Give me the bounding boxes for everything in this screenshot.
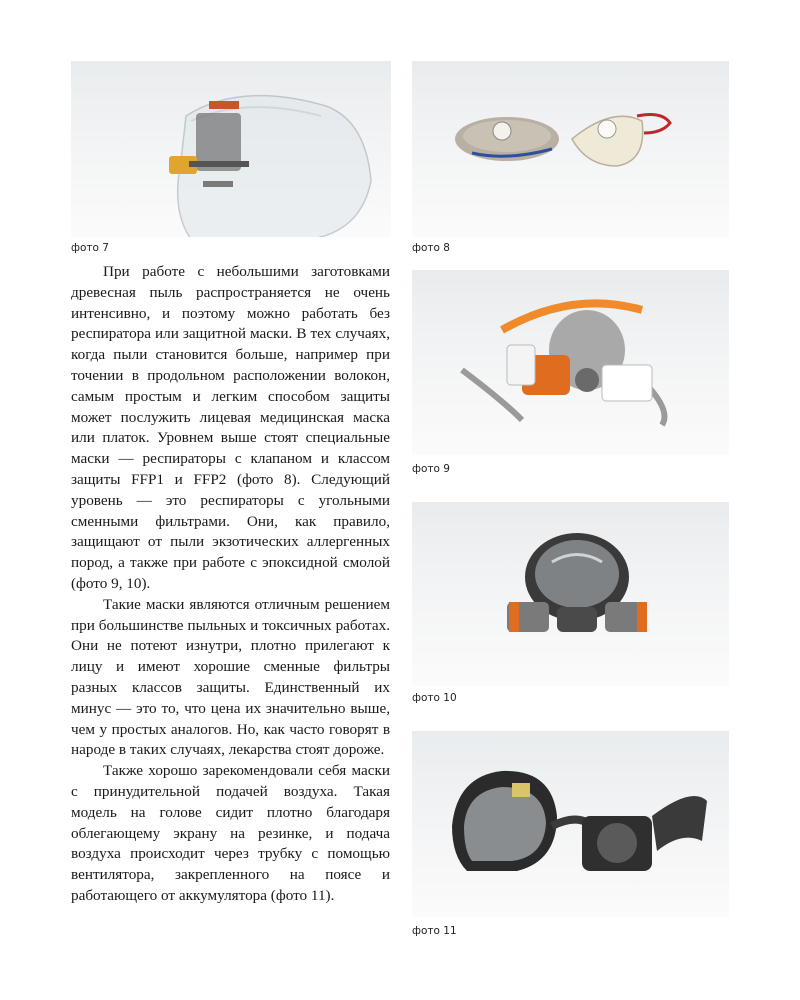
photo-8-respirators	[412, 61, 729, 237]
respirators-illustration	[412, 61, 729, 237]
photo-10-full-face-mask	[412, 502, 729, 686]
paragraph-2: Такие маски являются отличным решением при большинстве пыльных и токсичных работах. Они не потеют изнутри, плотно прилегают к лицу и имеют хорошие сменные фильтры разных классов защиты. Единственный их минус — это то, что цена их значительно выше, чем у простых аналогов. Но, как часто говорят в народе в таких случаях, лекарства стоят дороже.	[71, 595, 390, 759]
photo-7-face-shield	[71, 61, 391, 237]
photo-11-powered-air-mask	[412, 731, 729, 917]
powered-air-mask-illustration	[412, 731, 729, 917]
caption-photo-7: фото 7	[71, 242, 109, 254]
caption-photo-8: фото 8	[412, 242, 450, 254]
photo-9-half-mask	[412, 270, 729, 455]
half-mask-illustration	[412, 270, 729, 455]
article-text	[71, 262, 390, 907]
paragraph-1: При работе с небольшими заготовками древесная пыль распространяется не очень интенсивно, и поэтому можно работать без респиратора или защитной маски. В тех случаях, когда пыли становится больше, например при точении в продольном расположении волокон, самым простым и легким способом защиты может послужить лицевая медицинская маска или платок. Уровнем выше стоят специальные маски — респираторы с клапаном и классом защиты FFP1 и FFP2 (фото 8). Следующий уровень — это респираторы с угольными сменными фильтрами. Они, как правило, защищают от пыли экзотических аллергенных пород, а также при работе с эпоксидной смолой (фото 9, 10).	[71, 263, 390, 592]
caption-photo-9: фото 9	[412, 463, 450, 475]
caption-photo-10: фото 10	[412, 692, 457, 704]
face-shield-illustration	[71, 61, 391, 237]
full-face-mask-illustration	[412, 502, 729, 686]
paragraph-3: Также хорошо зарекомендовали себя маски с принудительной подачей воздуха. Такая модель на голове сидит плотно благодаря облегающему экрану на резинке, и подача воздуха происходит через трубку с помощью вентилятора, закрепленного на поясе и работающего от аккумулятора (фото 11).	[71, 762, 390, 904]
caption-photo-11: фото 11	[412, 925, 457, 937]
